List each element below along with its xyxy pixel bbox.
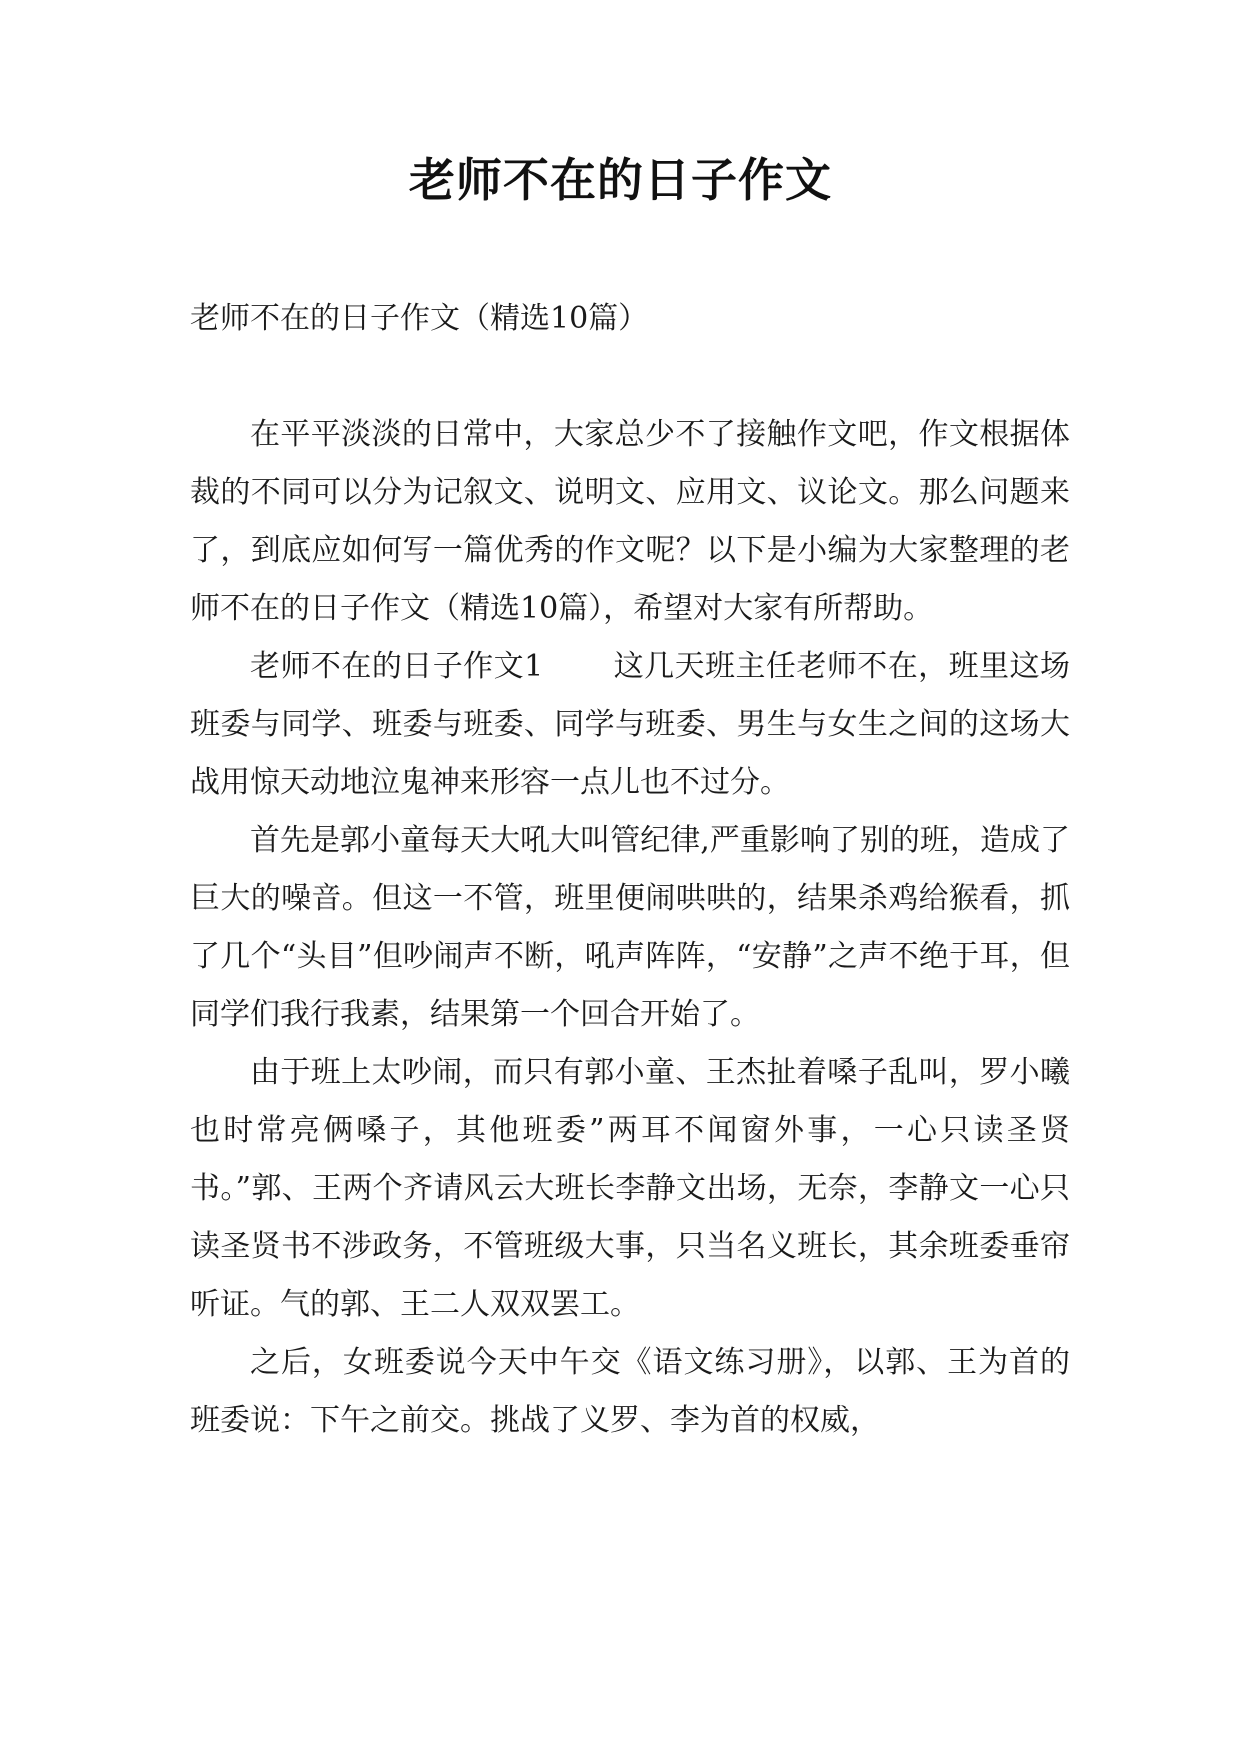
document-body — [190, 406, 1070, 1450]
paragraph-text: 之后，女班委说今天中午交《语文练习册》，以郭、王为首的班委说：下午之前交。挑战了义罗、李为首的权威， — [190, 1345, 1070, 1438]
paragraph-text: 首先是郭小童每天大吼大叫管纪律,严重影响了别的班，造成了巨大的噪音。但这一不管，班里便闹哄哄的，结果杀鸡给猴看，抓了几个“头目”但吵闹声不断，吼声阵阵，“安静”之声不绝于耳，但同学们我行我素，结果第一个回合开始了。 — [190, 823, 1070, 1032]
body-paragraph — [190, 638, 1070, 812]
body-paragraph — [190, 1334, 1070, 1450]
body-paragraph — [190, 812, 1070, 1044]
body-paragraph — [190, 1044, 1070, 1334]
paragraph-text: 在平平淡淡的日常中，大家总少不了接触作文吧，作文根据体裁的不同可以分为记叙文、说明文、应用文、议论文。那么问题来了，到底应如何写一篇优秀的作文呢？以下是小编为大家整理的老师不在的日子作文（精选10篇），希望对大家有所帮助。 — [190, 417, 1070, 626]
essay-heading: 老师不在的日子作文1 — [250, 649, 544, 684]
paragraph-text: 这几天班主任老师不在，班里这场班委与同学、班委与班委、同学与班委、男生与女生之间的这场大战用惊天动地泣鬼神来形容一点儿也不过分。 — [190, 649, 1071, 800]
paragraph-text: 由于班上太吵闹，而只有郭小童、王杰扯着嗓子乱叫，罗小曦也时常亮俩嗓子，其他班委”两耳不闻窗外事，一心只读圣贤书。”郭、王两个齐请风云大班长李静文出场，无奈，李静文一心只读圣贤书不涉政务，不管班级大事，只当名义班长，其余班委垂帘听证。气的郭、王二人双双罢工。 — [190, 1055, 1070, 1322]
document-title: 老师不在的日子作文 — [409, 153, 832, 207]
body-paragraph — [190, 406, 1070, 638]
document-subtitle: 老师不在的日子作文（精选10篇） — [190, 301, 649, 336]
